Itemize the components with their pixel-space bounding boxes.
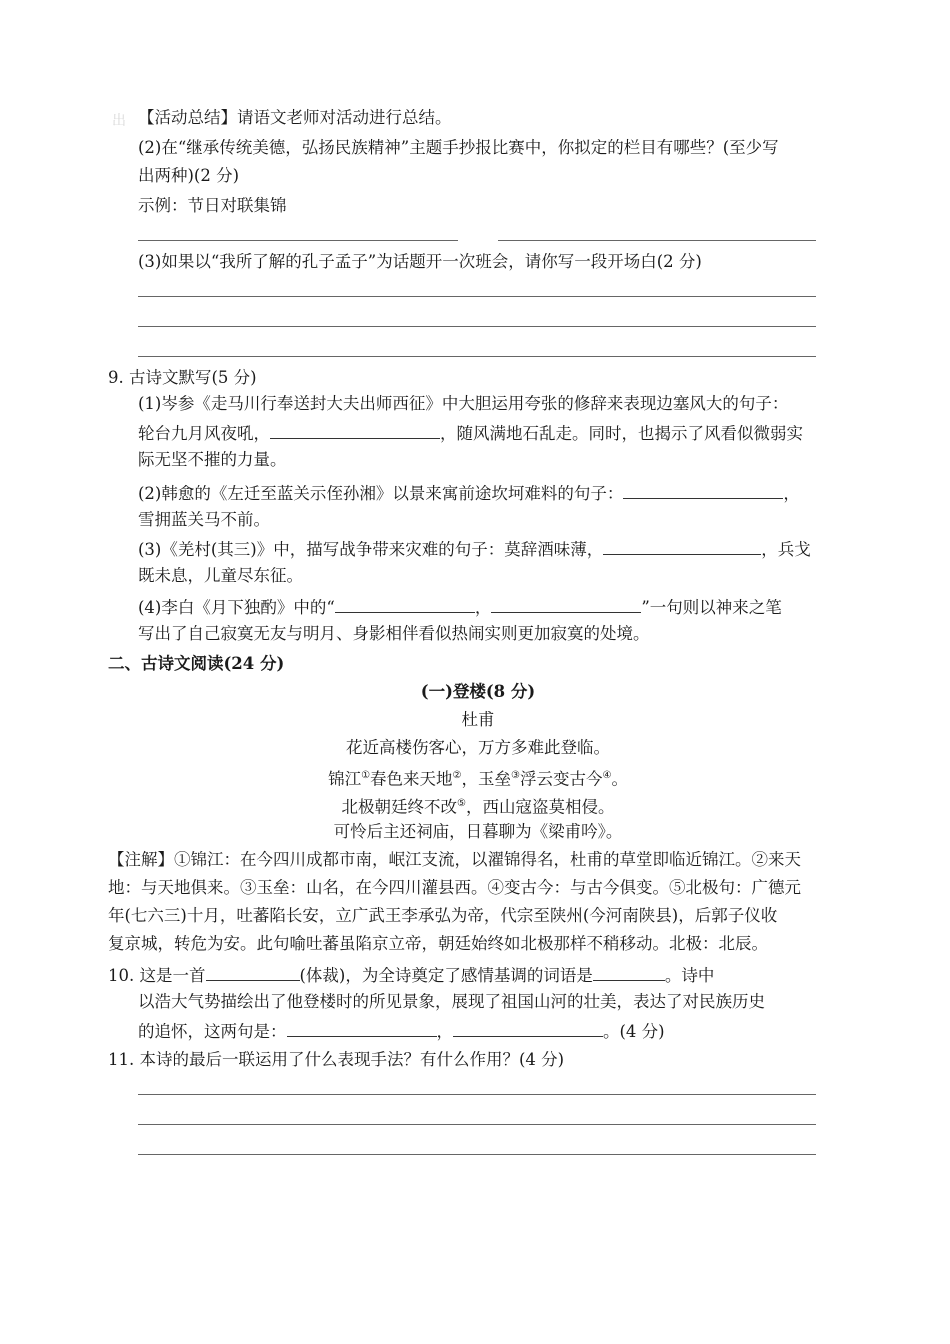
q9-4-line1 [138,594,818,620]
q8-2-line2: 出两种)(2 分) [138,166,240,185]
note-marker: ④ [602,770,612,781]
fill-blank[interactable] [335,594,475,613]
fill-blank[interactable] [593,962,665,981]
section2-title: 二、古诗文阅读(24 分) [108,654,285,673]
poem-line2 [138,764,818,792]
poem-text: 。 [611,769,628,789]
q9-3-text-a: (3)《羌村(其三)》中，描写战争带来灾难的句子：莫辞酒味薄， [138,540,604,559]
q10-text-d: 的追怀，这两句是： [138,1022,287,1041]
note-marker: ① [361,770,371,781]
q10-text-a: 10. 这是一首 [108,966,206,985]
poem-title: (一)登楼(8 分) [420,682,536,701]
q9-3-line2: 既未息，儿童尽东征。 [138,566,303,585]
q9-3-line1 [138,536,818,562]
q9-3-text-b: ，兵戈 [761,540,811,559]
q9-1-line1: (1)岑参《走马川行奉送封大夫出师西征》中大胆运用夸张的修辞来表现边塞风大的句子： [138,394,789,413]
q9-1-text-b: ，随风满地石乱走。同时，也揭示了风看似微弱实 [440,424,803,443]
q8-2-line1: (2)在“继承传统美德，弘扬民族精神”主题手抄报比赛中，你拟定的栏目有哪些？(至少写 [138,138,779,157]
q9-4-text-a: (4)李白《月下独酌》中的“ [138,598,335,617]
note-line4: 复京城，转危为安。此句喻吐蕃虽陷京立帝，朝廷始终如北极那样不稍移动。北极：北辰。 [108,934,768,953]
poem-text: 浮云变古今 [519,769,603,789]
poem-text: 春色来天地 [370,769,453,789]
bleed-through-mark: 出 [112,113,126,129]
answer-line[interactable] [138,356,816,357]
poem-line1: 花近高楼伤客心，万方多难此登临。 [346,738,610,757]
q9-4-line2: 写出了自己寂寞无友与明月、身影相伴看似热闹实则更加寂寞的处境。 [138,624,650,643]
answer-line[interactable] [138,1154,816,1155]
poem-text: 锦江 [328,769,362,789]
q9-2-text-b: ， [783,484,800,503]
note-line1: 【注解】①锦江：在今四川成都市南，岷江支流，以濯锦得名，杜甫的草堂即临近锦江。②来天 [108,850,801,869]
poem-author: 杜甫 [461,710,495,729]
answer-line[interactable] [138,240,458,241]
note-marker: ② [452,770,462,781]
activity-summary: 【活动总结】请语文老师对活动进行总结。 [138,108,452,127]
q10-text-c: 。诗中 [664,966,715,985]
q9-1-line2 [138,420,818,446]
q9-4-text-c: ”一句则以神来之笔 [641,598,782,617]
answer-line[interactable] [138,326,816,327]
poem-text: ，玉垒 [461,769,511,789]
fill-blank[interactable] [270,420,440,439]
note-marker: ③ [511,770,520,781]
fill-blank[interactable] [623,480,783,499]
fill-blank[interactable] [287,1018,437,1037]
q9-2-text-a: (2)韩愈的《左迁至蓝关示侄孙湘》以景来寓前途坎坷难料的句子： [138,484,624,503]
fill-blank[interactable] [491,594,641,613]
q8-2-example: 示例：节日对联集锦 [138,196,287,215]
fill-blank[interactable] [206,962,300,981]
note-line2: 地：与天地俱来。③玉垒：山名，在今四川灌县西。④变古今：与古今俱变。⑤北极句：广德元 [108,878,801,897]
answer-line[interactable] [138,296,816,297]
answer-line[interactable] [138,1094,816,1095]
note-line3: 年(七六三)十月，吐蕃陷长安，立广武王李承弘为帝，代宗至陕州(今河南陕县)，后郭子仪收 [108,906,778,925]
q10-text-b: (体裁)，为全诗奠定了感情基调的词语是 [299,966,593,985]
answer-line[interactable] [498,240,816,241]
q10-text-e: ， [436,1022,453,1041]
q10-text-f: 。(4 分) [603,1022,665,1041]
q8-3: (3)如果以“我所了解的孔子孟子”为话题开一次班会，请你写一段开场白(2 分) [138,252,702,271]
poem-text: ，西山寇盗莫相侵。 [465,797,615,817]
poem-line3 [138,792,818,820]
poem-line4: 可怜后主还祠庙，日暮聊为《梁甫吟》。 [333,822,623,841]
q11: 11. 本诗的最后一联运用了什么表现手法？有什么作用？(4 分) [108,1050,565,1069]
q10-line2: 以浩大气势描绘出了他登楼时的所见景象，展现了祖国山河的壮美，表达了对民族历史 [138,992,765,1011]
q10-line3 [138,1018,818,1044]
q9-1-text-a: 轮台九月风夜吼， [138,424,270,443]
q9-1-line3: 际无坚不摧的力量。 [138,450,287,469]
q9-2-line1 [138,480,818,506]
note-marker: ⑤ [457,798,466,809]
fill-blank[interactable] [603,536,761,555]
q10-line1 [108,962,818,988]
poem-text: 北极朝廷终不改 [341,797,458,817]
fill-blank[interactable] [453,1018,603,1037]
q9-2-line2: 雪拥蓝关马不前。 [138,510,270,529]
q9-title: 9. 古诗文默写(5 分) [108,368,257,387]
answer-line[interactable] [138,1124,816,1125]
q9-4-text-b: ， [474,598,492,617]
